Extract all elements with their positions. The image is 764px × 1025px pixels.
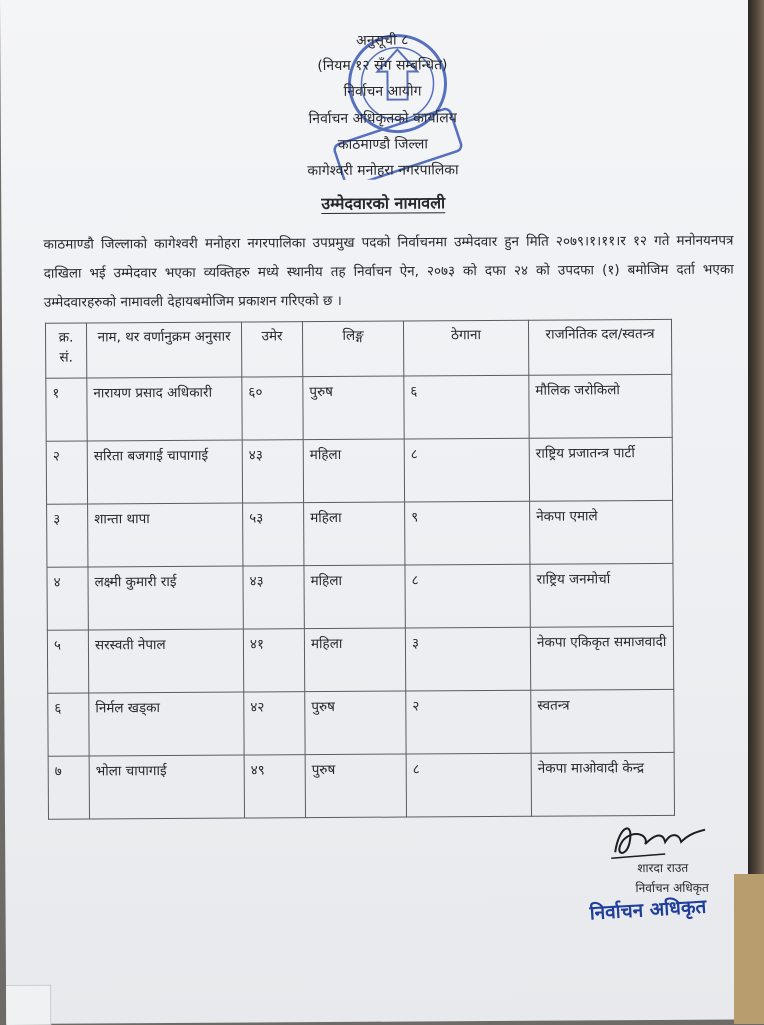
table-header-row [45,319,671,378]
signatory-name: शारदा राउत [637,860,689,876]
table-row [47,563,673,630]
cell-address: ८ [405,564,530,628]
table-row [47,500,673,567]
cell-party: स्वतन्त्र [531,689,674,753]
cell-name: सरस्वती नेपाल [88,629,243,693]
cell-name: भोला चापागाई [89,755,244,819]
cell-address: ९ [405,501,530,565]
header-age: उमेर [241,322,302,377]
cell-serial: ६ [48,693,89,756]
cell-address: ३ [405,627,530,691]
commission-name: निर्वाचन आयोग [343,83,422,100]
rule-reference: (नियम १२ सँग सम्बन्धित) [317,57,448,75]
candidate-table [45,319,675,820]
header-serial: क्र. सं. [45,323,86,378]
signatory-title: निर्वाचन अधिकृत [635,880,709,896]
cell-party: नेकपा माओवादी केन्द्र [531,752,674,816]
table-row [48,752,674,819]
table-row [46,437,672,504]
cell-address: ८ [406,753,531,817]
cell-serial: ३ [47,504,88,567]
district-name: काठमाण्डौ जिल्ला [337,136,429,153]
table-row [47,626,673,693]
cell-serial: २ [46,441,87,504]
cell-gender: पुरुष [305,691,406,755]
cell-serial: ७ [48,756,89,819]
officer-stamp: निर्वाचन अधिकृत [589,895,707,925]
municipality-name: कागेश्वरी मनोहरा नगरपालिका [307,162,459,180]
cell-party: नेकपा एकिकृत समाजवादी [530,626,673,690]
page-title [1,189,764,216]
cell-serial: ५ [47,630,88,693]
handwritten-signature [605,814,715,863]
background-edge [748,0,764,1024]
background-floor [734,874,764,1024]
cell-name: लक्ष्मी कुमारी राई [88,566,243,630]
cell-gender: महिला [303,439,404,503]
cell-party: नेकपा एमाले [530,500,673,564]
cell-name: सरिता बजगाई चापागाई [87,440,242,504]
cell-gender: महिला [304,628,405,692]
cell-name: नारायण प्रसाद अधिकारी [87,377,242,441]
table-row [46,374,672,441]
cell-address: ६ [404,375,529,439]
cell-party: मौलिक जरोकिलो [529,374,672,438]
cell-gender: महिला [304,502,405,566]
office-name: निर्वाचन अधिकृतको कार्यालय [308,110,457,128]
cell-address: ८ [404,438,529,502]
table-row [48,689,674,756]
page-title-text: उम्मेदवारको नामावली [321,193,446,214]
cell-age: ४२ [244,692,305,755]
cell-age: ४१ [243,629,304,692]
cell-gender: पुरुष [303,376,404,440]
cell-serial: १ [46,378,87,441]
cell-name: शान्ता थापा [88,503,243,567]
cell-name: निर्मल खड्का [89,692,244,756]
cell-address: २ [406,690,531,754]
header-gender: लिङ्ग [302,321,403,377]
cell-age: ४९ [244,755,305,818]
cell-serial: ४ [47,567,88,630]
cell-age: ६० [242,377,303,440]
header-party: राजनितिक दल/स्वतन्त्र [528,319,671,375]
header-name: नाम, थर वर्णानुक्रम अनुसार [86,322,241,378]
cell-party: राष्ट्रिय प्रजातन्त्र पार्टी [529,437,672,501]
annex-label: अनुसूची ८ [356,32,409,49]
cell-age: ४३ [243,566,304,629]
cell-age: ५३ [243,503,304,566]
cell-party: राष्ट्रिय जनमोर्चा [530,563,673,627]
header-address: ठेगाना [403,320,528,376]
cell-gender: महिला [304,565,405,629]
paper-corner [6,985,51,1025]
intro-paragraph: काठमाण्डौ जिल्लाको कागेश्वरी मनोहरा नगरपालिका उपप्रमुख पदको निर्वाचनमा उम्मेदवार हुन मिति २०७९।१।११।र १२ गते मनोनयनपत्र दाखिला भई उम्मेदवार भएका व्यक्तिहरु मध्ये स्थानीय तह निर्वाचन ऐन, २०७३ को दफा २४ को उपदफा (१) बमोजिम दर्ता भएका उम्मेदवारहरुको नामावली देहायबमोजिम प्रकाशन गरिएको छ । [43,232,734,311]
cell-age: ४३ [242,440,303,503]
cell-gender: पुरुष [305,754,406,818]
